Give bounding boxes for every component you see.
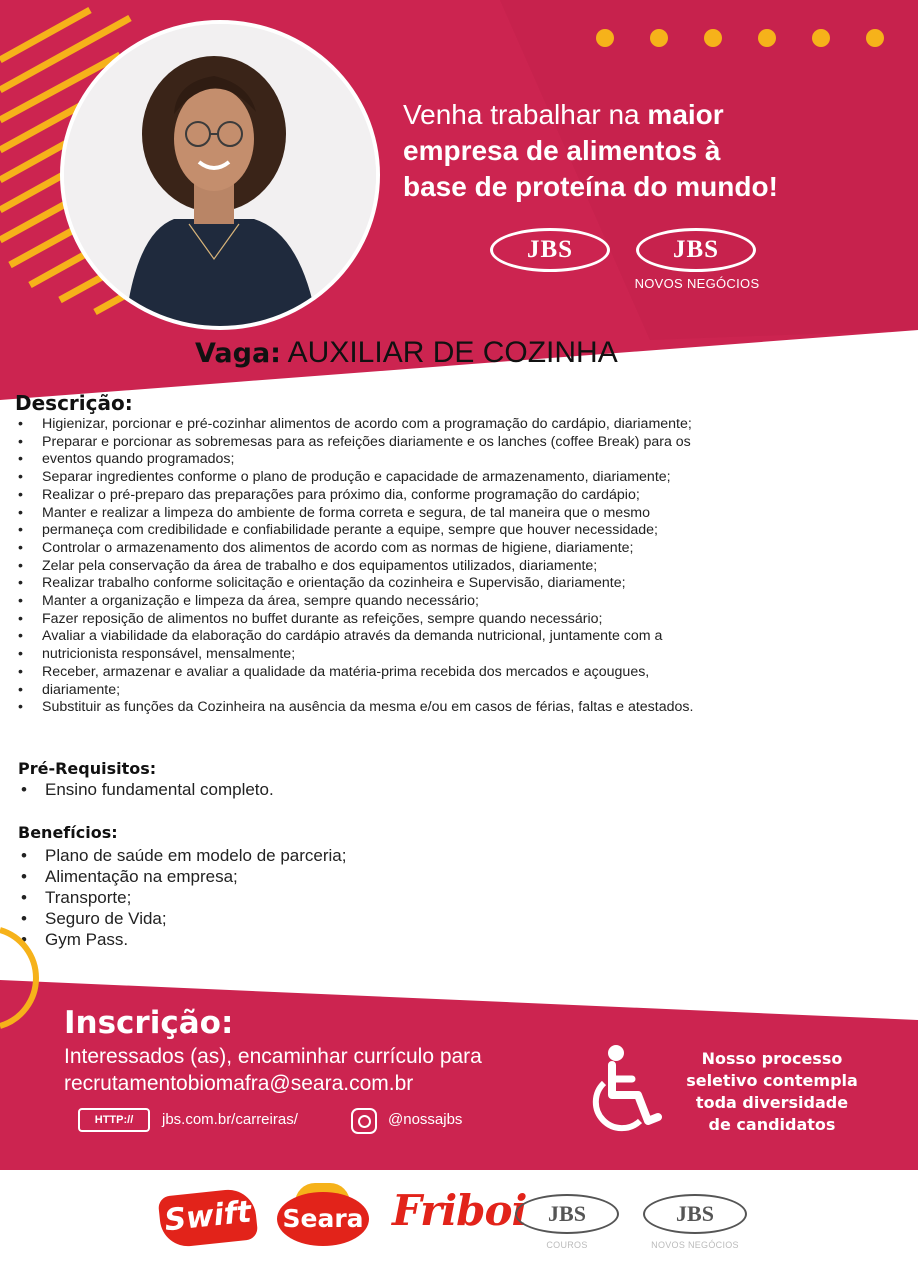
list-item: • nutricionista responsável, mensalmente;: [15, 646, 905, 664]
benefits-heading: Benefícios:: [18, 823, 118, 842]
list-item: • Realizar o pré-preparo das preparações para próximo dia, conforme programação do cardápio;: [15, 487, 905, 505]
jbs-logo-text: JBS: [676, 1201, 714, 1226]
headline: [403, 97, 873, 205]
swift-logo: Swift: [158, 1187, 259, 1249]
jbs-couros-label: COUROS: [546, 1240, 588, 1250]
list-item: • eventos quando programados;: [15, 451, 905, 469]
list-item: • Alimentação na empresa;: [18, 866, 346, 887]
list-item: • Manter e realizar a limpeza do ambiente de forma correta e segura, de tal maneira que o mesmo: [15, 505, 905, 523]
decorative-dot: [866, 29, 884, 47]
application-instructions: [64, 1043, 584, 1097]
decorative-dot: [812, 29, 830, 47]
list-item: • Seguro de Vida;: [18, 908, 346, 929]
list-item: • Receber, armazenar e avaliar a qualidade da matéria-prima recebida dos mercados e açougues,: [15, 664, 905, 682]
jbs-novos-negocios-logo-footer: [643, 1194, 747, 1234]
accessibility-icon: [590, 1043, 664, 1135]
jbs-logo: [490, 228, 610, 272]
instagram-handle[interactable]: @nossajbs: [388, 1111, 463, 1128]
list-item: • Higienizar, porcionar e pré-cozinhar alimentos de acordo com a programação do cardápio, diariamente;: [15, 416, 905, 434]
http-icon: HTTP://: [78, 1108, 150, 1132]
list-item: • Preparar e porcionar as sobremesas para as refeições diariamente e os lanches (coffee Break) para os: [15, 434, 905, 452]
jbs-logo-text: JBS: [526, 236, 574, 263]
list-item: • Fazer reposição de alimentos no buffet durante as refeições, sempre quando necessário;: [15, 611, 905, 629]
headline-text: Venha trabalhar na: [403, 99, 648, 130]
diversity-line: seletivo contempla: [686, 1071, 858, 1090]
headline-line-2: empresa de alimentos à: [403, 135, 721, 166]
jbs-logo-text: JBS: [672, 236, 720, 263]
list-item: • Gym Pass.: [18, 929, 346, 950]
jbs-couros-logo: [515, 1194, 619, 1234]
list-item: • Substituir as funções da Cozinheira na ausência da mesma e/ou em casos de férias, faltas e atestados.: [15, 699, 905, 717]
decorative-dot: [650, 29, 668, 47]
job-title: [195, 336, 618, 370]
diversity-statement: [667, 1048, 877, 1136]
list-item: • diariamente;: [15, 682, 905, 700]
list-item: • Transporte;: [18, 887, 346, 908]
application-heading: Inscrição:: [64, 1005, 234, 1041]
description-list: [15, 416, 905, 717]
careers-link[interactable]: jbs.com.br/carreiras/: [162, 1111, 298, 1128]
jbs-novos-negocios-logo: [636, 228, 756, 272]
job-label: Vaga:: [195, 338, 281, 369]
decorative-dot: [596, 29, 614, 47]
headline-line-3: base de proteína do mundo!: [403, 171, 778, 202]
employee-photo: [60, 20, 380, 330]
instagram-icon: [351, 1108, 377, 1134]
jbs-logo-text: JBS: [548, 1201, 586, 1226]
list-item: • Realizar trabalho conforme solicitação e orientação da cozinheira e Supervisão, diariamente;: [15, 575, 905, 593]
list-item: • Ensino fundamental completo.: [18, 779, 274, 800]
decorative-dot: [704, 29, 722, 47]
job-name: AUXILIAR DE COZINHA: [280, 336, 618, 369]
list-item: • Zelar pela conservação da área de trabalho e dos equipamentos utilizados, diariamente;: [15, 558, 905, 576]
decorative-arc: [0, 918, 70, 1038]
application-line: Interessados (as), encaminhar currículo para: [64, 1045, 482, 1068]
decorative-dot: [758, 29, 776, 47]
list-item: • Plano de saúde em modelo de parceria;: [18, 845, 346, 866]
description-heading: Descrição:: [15, 391, 133, 415]
requirements-heading: Pré-Requisitos:: [18, 759, 157, 778]
list-item: • Avaliar a viabilidade da elaboração do cardápio através da demanda nutricional, juntamente com a: [15, 628, 905, 646]
headline-bold: maior: [647, 99, 724, 130]
requirements-list: [18, 779, 274, 800]
jbs-novos-label: NOVOS NEGÓCIOS: [651, 1240, 739, 1250]
list-item: • permaneça com credibilidade e confiabilidade perante a equipe, sempre que houver necessidade;: [15, 522, 905, 540]
friboi-logo: Friboi: [392, 1186, 527, 1235]
seara-logo: Seara: [277, 1192, 369, 1246]
application-email[interactable]: recrutamentobiomafra@seara.com.br: [64, 1072, 414, 1095]
diversity-line: de candidatos: [708, 1115, 836, 1134]
list-item: • Separar ingredientes conforme o plano de produção e capacidade de armazenamento, diariamente;: [15, 469, 905, 487]
diversity-line: Nosso processo: [701, 1049, 843, 1068]
list-item: • Controlar o armazenamento dos alimentos de acordo com as normas de higiene, diariamente;: [15, 540, 905, 558]
novos-negocios-label: NOVOS NEGÓCIOS: [634, 276, 760, 291]
diversity-line: toda diversidade: [695, 1093, 849, 1112]
list-item: • Manter a organização e limpeza da área, sempre quando necessário;: [15, 593, 905, 611]
